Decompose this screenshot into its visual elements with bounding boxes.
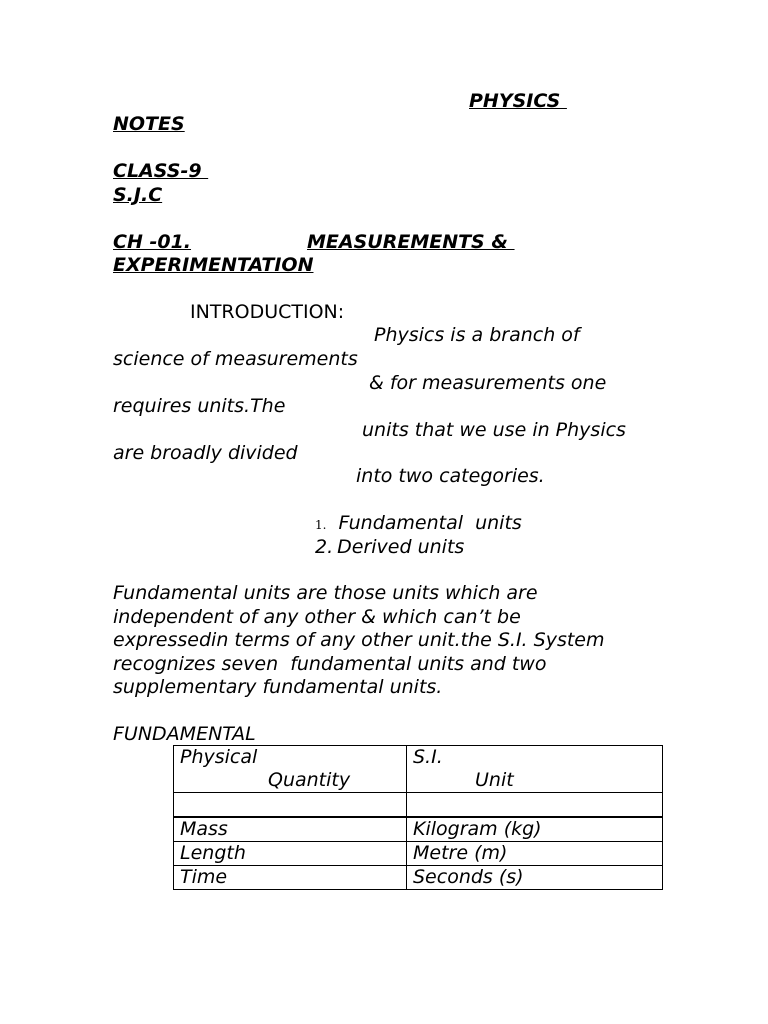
- paragraph-line: Fundamental units are those units which are: [113, 582, 538, 604]
- intro-line: requires units.The: [113, 395, 286, 417]
- chapter-number: CH -01.: [113, 231, 192, 253]
- table-cell: [407, 793, 663, 818]
- paragraph-line: recognizes seven fundamental units and two: [113, 653, 547, 675]
- intro-line: & for measurements one: [369, 372, 607, 394]
- paragraph-line: independent of any other & which can’t be: [113, 606, 521, 628]
- fundamental-units-table: [173, 745, 663, 890]
- paragraph-line: supplementary fundamental units.: [113, 676, 443, 698]
- table-row: [174, 866, 663, 890]
- intro-line: are broadly divided: [113, 442, 298, 464]
- table-blank-row: [174, 793, 663, 818]
- category-item: [315, 535, 464, 559]
- chapter-title-line-1: MEASUREMENTS &: [307, 231, 515, 253]
- quantity-cell: Time: [174, 866, 407, 890]
- list-marker: 2.: [315, 536, 334, 558]
- paragraph-line: expressedin terms of any other unit.the S.I. System: [113, 629, 605, 651]
- table-row: [174, 817, 663, 842]
- intro-line: science of measurements: [113, 348, 358, 370]
- quantity-cell: Mass: [174, 817, 407, 842]
- table-row: [174, 842, 663, 866]
- table-header-row: [174, 746, 663, 793]
- header-cell-quantity: Physical Quantity: [174, 746, 407, 793]
- category-item: [315, 511, 522, 537]
- unit-cell: Kilogram (kg): [407, 817, 663, 842]
- table-cell: [174, 793, 407, 818]
- unit-cell: Metre (m): [407, 842, 663, 866]
- school-label: S.J.C: [113, 184, 163, 206]
- table-heading: FUNDAMENTAL: [113, 723, 256, 745]
- unit-cell: Seconds (s): [407, 866, 663, 890]
- list-marker: 1.: [315, 518, 327, 532]
- intro-line: Physics is a branch of: [374, 324, 580, 346]
- title-line-1: PHYSICS: [469, 90, 567, 112]
- quantity-cell: Length: [174, 842, 407, 866]
- category-label: Fundamental units: [338, 512, 522, 534]
- intro-heading: INTRODUCTION:: [190, 301, 345, 323]
- intro-line: into two categories.: [356, 465, 545, 487]
- title-line-2: NOTES: [113, 113, 185, 135]
- category-label: Derived units: [337, 536, 465, 558]
- class-label: CLASS-9: [113, 160, 209, 182]
- chapter-title-line-2: EXPERIMENTATION: [113, 254, 314, 276]
- intro-line: units that we use in Physics: [362, 419, 626, 441]
- header-cell-unit: S.I. Unit: [407, 746, 663, 793]
